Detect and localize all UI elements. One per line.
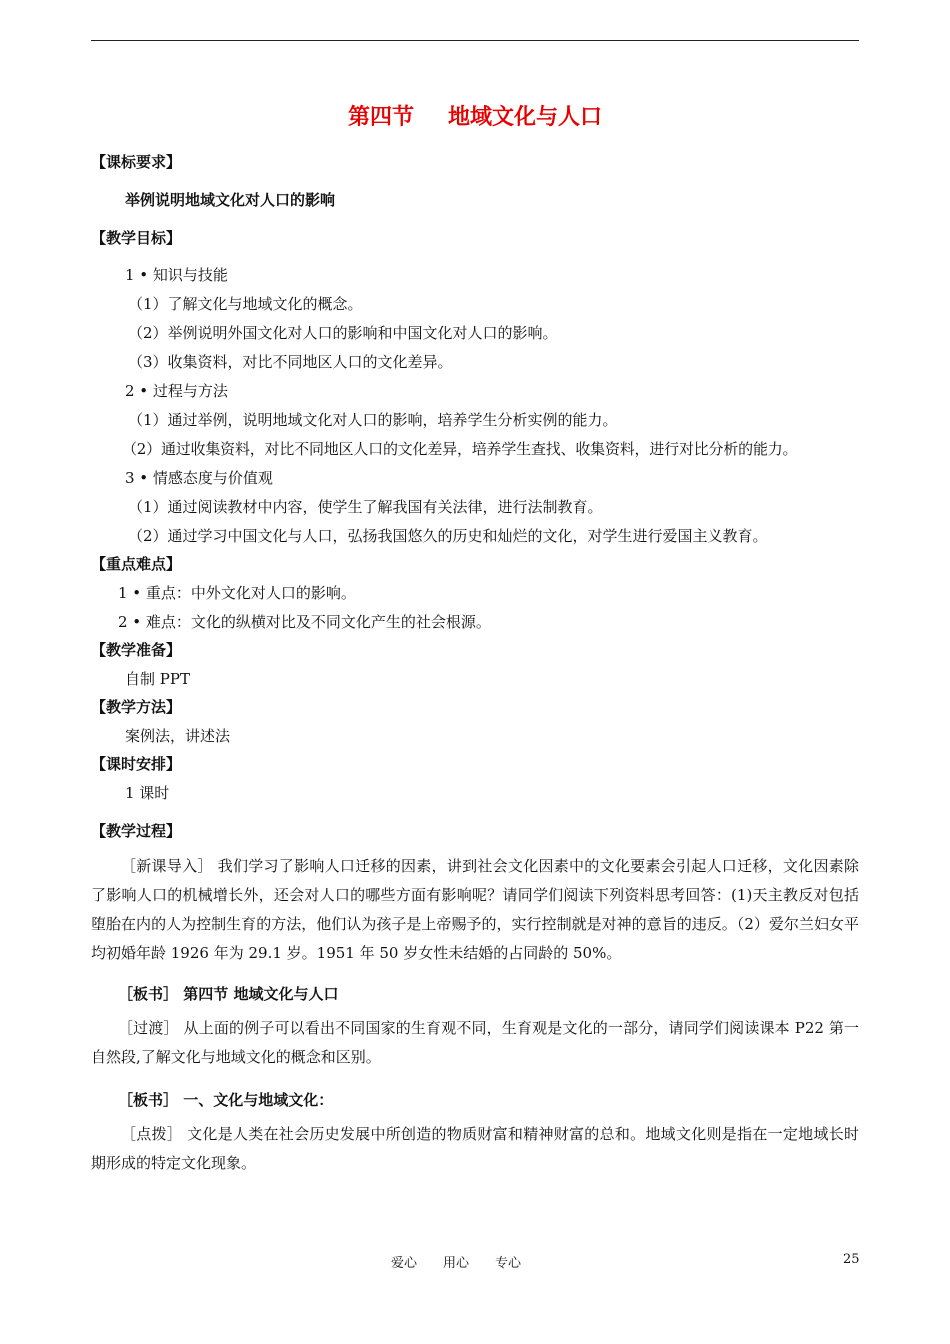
transition-paragraph: ［过渡］ 从上面的例子可以看出不同国家的生育观不同，生育观是文化的一部分，请同学们阅读课本 P22 第一自然段,了解文化与地域文化的概念和区别。 bbox=[91, 1019, 859, 1066]
method-text: 案例法，讲述法 bbox=[125, 727, 231, 745]
process-heading: 【教学过程】 bbox=[91, 822, 182, 840]
preparation-text: 自制 PPT bbox=[125, 670, 190, 688]
board-note-2: ［板书］ 一、文化与地域文化： bbox=[118, 1091, 334, 1109]
goal-line: 3 • 情感态度与价值观 bbox=[125, 469, 273, 487]
point-paragraph: ［点拨］ 文化是人类在社会历史发展中所创造的物质财富和精神财富的总和。地域文化则是指在一定地域长时期形成的特定文化现象。 bbox=[91, 1125, 859, 1172]
goal-line: （1）通过阅读教材中内容，使学生了解我国有关法律，进行法制教育。 bbox=[128, 498, 603, 516]
header-rule bbox=[91, 40, 859, 41]
goal-line: 1 • 知识与技能 bbox=[125, 266, 228, 284]
goal-line: （2）通过收集资料，对比不同地区人口的文化差异，培养学生查找、收集资料，进行对比分析的能力。 bbox=[122, 440, 798, 458]
board-note-1: ［板书］ 第四节 地域文化与人口 bbox=[118, 985, 339, 1003]
goal-line: （1）通过举例，说明地域文化对人口的影响，培养学生分析实例的能力。 bbox=[128, 411, 618, 429]
preparation-heading: 【教学准备】 bbox=[91, 641, 182, 659]
page-number: 25 bbox=[843, 1252, 860, 1267]
key-point-line: 1 • 重点：中外文化对人口的影响。 bbox=[118, 584, 356, 602]
schedule-heading: 【课时安排】 bbox=[91, 755, 182, 773]
goal-line: （3）收集资料，对比不同地区人口的文化差异。 bbox=[128, 353, 453, 371]
curriculum-text: 举例说明地域文化对人口的影响 bbox=[125, 191, 336, 209]
intro-paragraph: ［新课导入］ 我们学习了影响人口迁移的因素，讲到社会文化因素中的文化要素会引起人口迁移，文化因素除了影响人口的机械增长外，还会对人口的哪些方面有影响呢？请同学们阅读下列资料思考回答：(1)天主教反对包括堕胎在内的人为控制生育的方法，他们认为孩子是上帝赐予的，实行控制就是对神的意旨的违反。（2）爱尔兰妇女平均初婚年龄 1926 年为 29.1 岁。1951 年 50 岁女性未结婚的占同龄的 50%。 bbox=[91, 857, 859, 962]
goal-line: 2 • 过程与方法 bbox=[125, 382, 228, 400]
schedule-text: 1 课时 bbox=[125, 784, 170, 802]
method-heading: 【教学方法】 bbox=[91, 698, 182, 716]
footer-motto: 爱心 用心 专心 bbox=[391, 1256, 522, 1271]
goal-line: （1）了解文化与地域文化的概念。 bbox=[128, 295, 363, 313]
curriculum-heading: 【课标要求】 bbox=[91, 153, 182, 171]
goals-heading: 【教学目标】 bbox=[91, 229, 182, 247]
title-section-name: 地域文化与人口 bbox=[448, 105, 603, 130]
goal-line: （2）举例说明外国文化对人口的影响和中国文化对人口的影响。 bbox=[128, 324, 558, 342]
title-section-number: 第四节 bbox=[347, 105, 414, 130]
key-point-line: 2 • 难点：文化的纵横对比及不同文化产生的社会根源。 bbox=[118, 613, 491, 631]
key-points-heading: 【重点难点】 bbox=[91, 555, 182, 573]
goal-line: （2）通过学习中国文化与人口，弘扬我国悠久的历史和灿烂的文化，对学生进行爱国主义教育。 bbox=[128, 527, 768, 545]
page-title bbox=[0, 100, 950, 131]
